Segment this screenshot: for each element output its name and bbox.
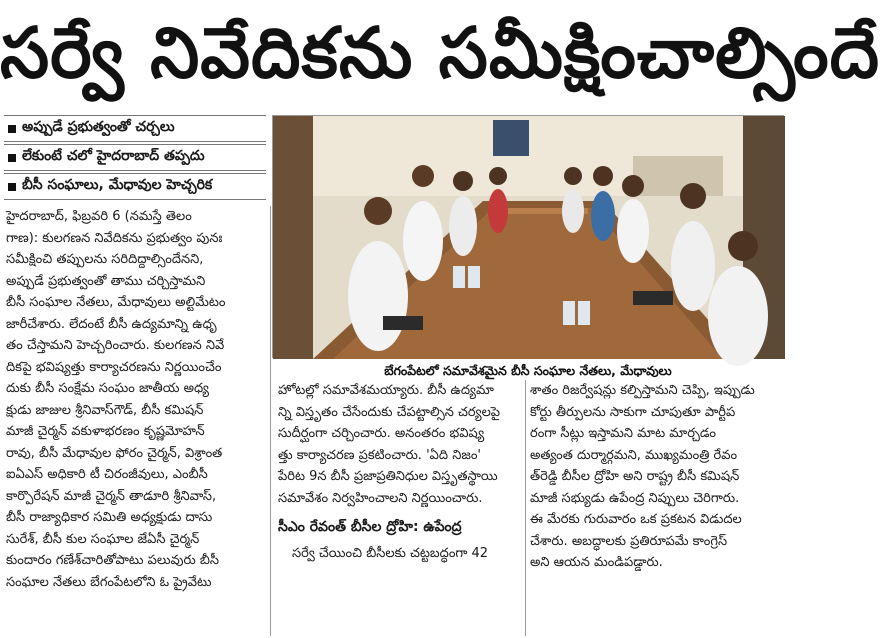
article-column-2 [278, 380, 522, 564]
text-line: త్‌రెడ్డి బీసీల ద్రోహి అని రాష్ట్ర బీసీ కమిషన్ [530, 469, 740, 484]
text-line: బీసీ సంఘాల నేతలు, మేధావులు అల్టిమేటం [6, 295, 226, 310]
text-line: తం చేస్తామని హెచ్చరించారు. కులగణన నివే [6, 338, 225, 353]
text-line: గాణ): కులగణన నివేదికను ప్రభుత్వం పునః [6, 230, 223, 246]
bullet-icon [8, 183, 16, 191]
meeting-photo-illustration [273, 116, 785, 359]
text-line: ఈ మేరకు గురువారం ఒక ప్రకటన విడుదల [530, 512, 742, 527]
bullet-icon [8, 125, 16, 133]
meeting-photo [272, 115, 784, 358]
text-line: ఐఏఎస్ అధికారి టీ చిరంజీవులు, ఎంబీసీ [6, 467, 208, 482]
text-line: క్షుడు జాజుల శ్రీనివాస్‌గౌడ్, బీసీ కమిషన్ [6, 402, 204, 418]
bullet-item [4, 173, 266, 200]
column-divider [270, 206, 271, 636]
article-column-1 [6, 206, 268, 593]
text-line: మాజీ చైర్మన్ వకుళాభరణం కృష్ణమోహన్ [6, 424, 205, 439]
text-line: సంఘాల నేతలు బేగంపేటలోని ఓ ప్రైవేటు [6, 574, 212, 590]
text-line: బీసీ రాజ్యాధికార సమితి అధ్యక్షుడు దాసు [6, 510, 213, 525]
text-line: దుకు బీసీ సంక్షేమ సంఘం జాతీయ అధ్య [6, 381, 210, 396]
text-line: అని ఆయన మండిపడ్డారు. [530, 555, 663, 570]
bullet-text: లేకుంటే చలో హైదరాబాద్ తప్పదు [22, 148, 205, 164]
text-line: రావు, బీసీ మేధావుల ఫోరం చైర్మన్, విశ్రాంత [6, 445, 223, 461]
text-line: సమీక్షించి తప్పులను సరిదిద్దాల్సిందేనని, [6, 252, 204, 267]
text-line: మాజీ సభ్యుడు ఉపేంద్ర నిప్పులు చెరిగారు. [530, 490, 740, 506]
text-line: న్ని విస్తృతం చేసేందుకు చేపట్టాల్సిన చర్యలపై [278, 404, 501, 420]
article-column-3 [530, 380, 785, 574]
highlight-bullets [4, 115, 266, 202]
text-line: రంగా సీట్లు ఇస్తామని మాట మార్చడం [530, 426, 716, 441]
text-line: దికపై భవిష్యత్తు కార్యాచరణను నిర్ణయించేం [6, 359, 222, 375]
text-line: కోర్టు తీర్పులను సాకుగా చూపుతూ పార్టీప [530, 404, 736, 420]
text-line: కార్పొరేషన్ మాజీ చైర్మన్ తాడూరి శ్రీనివాస్, [6, 488, 217, 504]
text-line: చేశారు. అబద్ధాలకు ప్రతిరూపమే కాంగ్రెస్ [530, 533, 728, 549]
text-line: త్తు కార్యాచరణ ప్రకటించారు. 'ఏది నిజం' [278, 447, 481, 463]
bullet-text: అప్పుడే ప్రభుత్వంతో చర్చలు [22, 119, 175, 135]
text-line: కుందారం గణేశ్‌చారితోపాటు పలువురు బీసీ [6, 553, 220, 568]
text-line: పేరిట 9న బీసీ ప్రజాప్రతినిధుల విస్తృతస్థాయి [278, 469, 498, 484]
bullet-text: బీసీ సంఘాలు, మేధావుల హెచ్చరిక [22, 177, 213, 193]
text-line: సమావేశం నిర్వహించాలని నిర్ణయించారు. [278, 490, 483, 506]
column-divider [525, 380, 526, 636]
bullet-icon [8, 154, 16, 162]
text-line: హైదరాబాద్, ఫిబ్రవరి 6 (నమస్తే తెలం [6, 209, 192, 224]
text-line: సర్వే చేయించి బీసీలకు చట్టబద్ధంగా 42 [292, 545, 489, 561]
text-line: శాతం రిజర్వేషన్లు కల్పిస్తామని చెప్పి, ఇప్పుడు [530, 383, 755, 398]
text-line: జారీచేశారు. లేదంటే బీసీ ఉద్యమాన్ని ఉధృ [6, 316, 217, 332]
text-line: హోటల్లో సమావేశమయ్యారు. బీసీ ఉద్యమా [278, 383, 494, 398]
text-line: అత్యంత దుర్మార్గమని, ముఖ్యమంత్రి రేవం [530, 447, 738, 463]
text-line: అప్పుడే ప్రభుత్వంతో తాము చర్చిస్తామని [6, 273, 206, 289]
headline: సర్వే నివేదికను సమీక్షించాల్సిందే [0, 12, 880, 94]
sub-heading: సీఎం రేవంత్ బీసీల ద్రోహి: ఉపేంద్ర [278, 519, 462, 535]
bullet-item [4, 144, 266, 171]
text-line: సుదీర్ఘంగా చర్చించారు. అనంతరం భవిష్య [278, 426, 485, 441]
photo-caption: బేగంపేటలో సమావేశమైన బీసీ సంఘాల నేతలు, మేధావులు [384, 363, 672, 378]
text-line: సురేశ్, బీసీ కుల సంఘాల జేఏసీ చైర్మన్ [6, 531, 200, 547]
bullet-item [4, 115, 266, 142]
